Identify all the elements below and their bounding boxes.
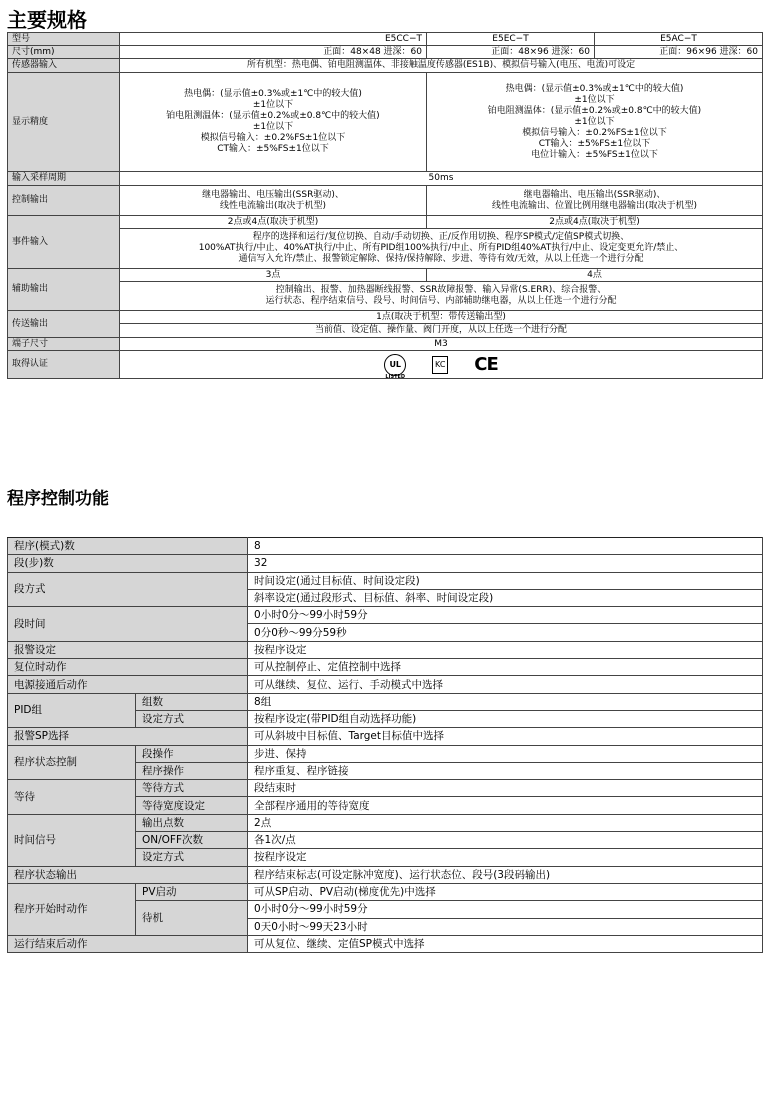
alarm-sp-label: 报警SP选择 [8,728,248,745]
wait-width-value: 全部程序通用的等待宽度 [248,797,763,814]
terminal-label: 端子尺寸 [8,338,120,351]
spec-section-title: 主要规格 [7,8,87,32]
terminal-value: M3 [120,338,763,351]
segment-time-ms: 0分0秒～99分59秒 [248,624,763,641]
size-e5ac: 正面：96×96 进深：60 [595,46,763,59]
alarm-setting-label: 报警设定 [8,641,248,658]
pid-group-count-value: 8组 [248,693,763,710]
segment-op-label: 段操作 [136,745,248,762]
ul-listed-icon: UL LISTED [384,354,406,376]
output-points-value: 2点 [248,814,763,831]
spec-table [7,32,763,379]
size-e5cc: 正面：48×48 进深：60 [120,46,427,59]
on-off-count-value: 各1次/点 [248,832,763,849]
size-e5ec: 正面：48×96 进深：60 [427,46,595,59]
control-right: 继电器输出、电压输出(SSR驱动)、 线性电流输出、位置比例用继电器输出(取决于机型) [427,186,763,216]
aux-label: 辅助输出 [8,269,120,311]
standby-hm-value: 0小时0分～99小时59分 [248,901,763,918]
cert-label: 取得认证 [8,351,120,379]
standby-dh-value: 0天0小时～99天23小时 [248,918,763,935]
pid-setting-label: 设定方式 [136,710,248,727]
segment-time-hm: 0小时0分～99小时59分 [248,607,763,624]
prog-section-title: 程序控制功能 [7,489,109,509]
run-end-value: 可从复位、继续、定值SP模式中选择 [248,935,763,952]
pid-setting-value: 按程序设定(带PID组自动选择功能) [248,710,763,727]
event-label: 事件输入 [8,216,120,269]
segment-time-label: 段时间 [8,607,248,642]
ce-mark-icon: CE [474,354,498,375]
prog-status-out-value: 程序结束标志(可设定脉冲宽度)、运行状态位、段号(3段码输出) [248,866,763,883]
segment-mode-slope: 斜率设定(通过段形式、目标值、斜率、时间设定段) [248,589,763,606]
pid-group-count-label: 组数 [136,693,248,710]
trans-value2: 当前值、设定值、操作量、阀门开度，从以上任选一个进行分配 [120,324,763,338]
signal-setting-label: 设定方式 [136,849,248,866]
pv-start-label: PV启动 [136,883,248,900]
control-label: 控制输出 [8,186,120,216]
sampling-value: 50ms [120,172,763,186]
aux-left: 3点 [120,269,427,282]
control-left: 继电器输出、电压输出(SSR驱动)、 线性电流输出(取决于机型) [120,186,427,216]
standby-label: 待机 [136,901,248,936]
model-e5cc: E5CC−T [120,33,427,46]
event-right: 2点或4点(取决于机型) [427,216,763,229]
accuracy-left: 热电偶：(显示值±0.3%或±1℃中的较大值) ±1位以下 铂电阻测温体：(显示值±0.2%或±0.8℃中的较大值) ±1位以下 模拟信号输入：±0.2%FS±1位以下 CT输入：±5%FS±1位以下 [120,73,427,172]
reset-action-value: 可从控制停止、定值控制中选择 [248,659,763,676]
segment-mode-time: 时间设定(通过目标值、时间设定段) [248,572,763,589]
prog-count-label: 程序(模式)数 [8,538,248,555]
aux-desc: 控制输出、报警、加热器断线报警、SSR故障报警、输入异常(S.ERR)、综合报警、 运行状态、程序结束信号、段号、时间信号、内部辅助继电器，从以上任选一个进行分配 [120,282,763,311]
wait-mode-value: 段结束时 [248,780,763,797]
prog-status-ctrl-label: 程序状态控制 [8,745,136,780]
wait-label: 等待 [8,780,136,815]
model-label: 型号 [8,33,120,46]
event-desc: 程序的选择和运行/复位切换、自动/手动切换、正/反作用切换、程序SP模式/定值SP模式切换、 100%AT执行/中止、40%AT执行/中止、所有PID组100%执行/中止、所有PID组40%AT执行/中止、设定变更允许/禁止、 通信写入允许/禁止、报警锁定解除、保持/保持解除、步进、等待有效/无效，从以上任选一个进行分配 [120,229,763,269]
power-on-value: 可从继续、复位、运行、手动模式中选择 [248,676,763,693]
cert-logos [120,351,763,379]
reset-action-label: 复位时动作 [8,659,248,676]
sensor-label: 传感器输入 [8,59,120,73]
prog-start-label: 程序开始时动作 [8,883,136,935]
prog-status-out-label: 程序状态输出 [8,866,248,883]
sensor-value: 所有机型：热电偶、铂电阻测温体、非接触温度传感器(ES1B)、模拟信号输入(电压、电流)可设定 [120,59,763,73]
alarm-sp-value: 可从斜坡中目标值、Target目标值中选择 [248,728,763,745]
wait-mode-label: 等待方式 [136,780,248,797]
trans-value1: 1点(取决于机型：带传送输出型) [120,311,763,324]
accuracy-label: 显示精度 [8,73,120,172]
prog-op-value: 程序重复、程序链接 [248,762,763,779]
trans-label: 传送输出 [8,311,120,338]
kc-mark-icon: KC [432,356,448,374]
pv-start-value: 可从SP启动、PV启动(梯度优先)中选择 [248,883,763,900]
prog-count-value: 8 [248,538,763,555]
run-end-label: 运行结束后动作 [8,935,248,952]
signal-setting-value: 按程序设定 [248,849,763,866]
time-signal-label: 时间信号 [8,814,136,866]
step-count-label: 段(步)数 [8,555,248,572]
prog-op-label: 程序操作 [136,762,248,779]
prog-table [7,537,763,953]
wait-width-label: 等待宽度设定 [136,797,248,814]
sampling-label: 输入采样周期 [8,172,120,186]
accuracy-right: 热电偶：(显示值±0.3%或±1℃中的较大值) ±1位以下 铂电阻测温体：(显示值±0.2%或±0.8℃中的较大值) ±1位以下 模拟信号输入：±0.2%FS±1位以下 CT输入：±5%FS±1位以下 电位计输入：±5%FS±1位以下 [427,73,763,172]
output-points-label: 输出点数 [136,814,248,831]
aux-right: 4点 [427,269,763,282]
segment-mode-label: 段方式 [8,572,248,607]
step-count-value: 32 [248,555,763,572]
size-label: 尺寸(mm) [8,46,120,59]
alarm-setting-value: 按程序设定 [248,641,763,658]
event-left: 2点或4点(取决于机型) [120,216,427,229]
pid-group-label: PID组 [8,693,136,728]
segment-op-value: 步进、保持 [248,745,763,762]
model-e5ec: E5EC−T [427,33,595,46]
on-off-count-label: ON/OFF次数 [136,832,248,849]
power-on-label: 电源接通后动作 [8,676,248,693]
model-e5ac: E5AC−T [595,33,763,46]
